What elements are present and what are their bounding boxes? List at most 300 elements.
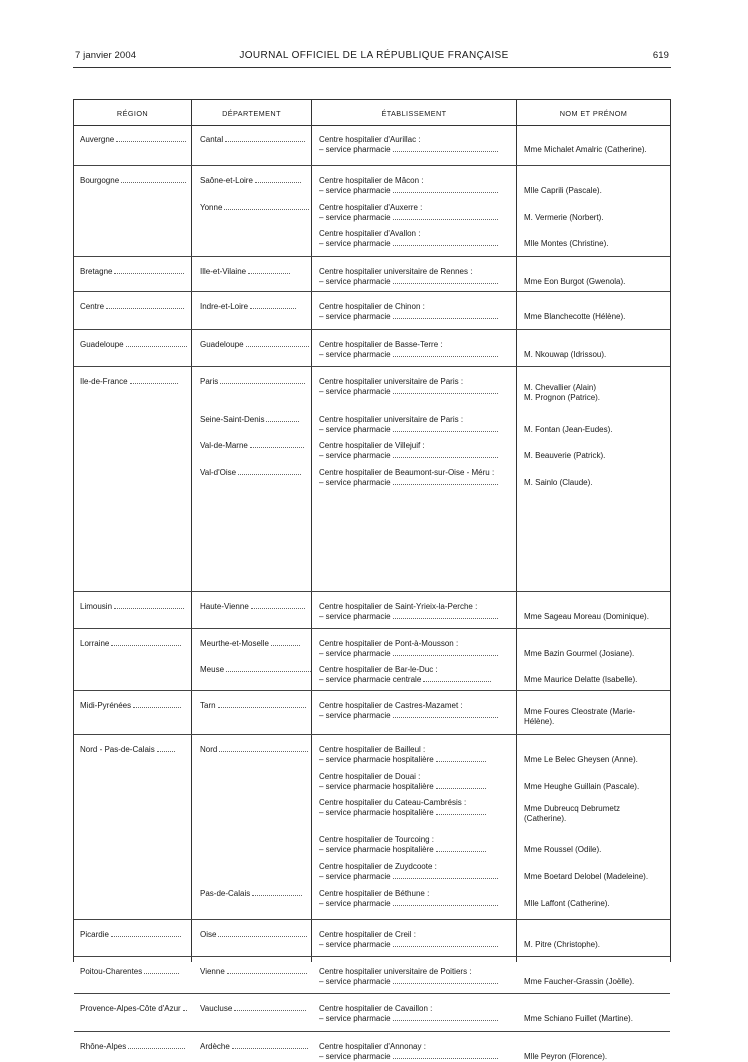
leader-dots xyxy=(116,135,186,142)
region-label: Guadeloupe xyxy=(80,340,124,349)
leader-dots xyxy=(133,701,181,708)
region-label: Poitou-Charentes xyxy=(80,967,143,976)
leader-dots xyxy=(224,203,309,210)
nom-label: M. Fontan (Jean-Eudes). xyxy=(524,425,613,434)
nom-label-continued: M. Prognon (Patrice). xyxy=(524,393,601,402)
nom-label: Mme Schiano Fuillet (Martine). xyxy=(524,1014,633,1023)
service-label: – service pharmacie xyxy=(319,478,391,487)
departement-label: Val-de-Marne xyxy=(200,441,248,450)
table-row xyxy=(74,165,670,257)
service-label: – service pharmacie xyxy=(319,451,391,460)
departement-cell xyxy=(200,340,309,350)
departement-cell xyxy=(200,441,304,451)
etablissement-name: Centre hospitalier universitaire de Poitiers : xyxy=(319,967,472,976)
region-cell xyxy=(80,267,184,277)
departement-cell xyxy=(200,889,302,899)
departement-label: Vienne xyxy=(200,967,225,976)
region-label: Lorraine xyxy=(80,639,110,648)
region-label: Rhône-Alpes xyxy=(80,1042,127,1051)
departement-label: Saône-et-Loire xyxy=(200,176,253,185)
etablissement-name: Centre hospitalier de Bar-le-Duc : xyxy=(319,665,438,674)
leader-dots xyxy=(393,940,498,947)
leader-dots xyxy=(251,602,305,609)
region-cell xyxy=(80,602,184,612)
departement-cell xyxy=(200,377,305,387)
leader-dots xyxy=(393,977,498,984)
nom-cell xyxy=(524,213,604,223)
column-header-nom: NOM ET PRÉNOM xyxy=(559,109,628,118)
service-line xyxy=(319,899,498,909)
leader-dots xyxy=(232,1042,308,1049)
service-label: – service pharmacie xyxy=(319,277,391,286)
nom-cell xyxy=(524,425,612,435)
etablissement-name: Centre hospitalier universitaire de Paris : xyxy=(319,415,464,424)
etablissement-cell xyxy=(319,930,498,950)
nom-cell xyxy=(524,977,634,987)
nom-label: M. Vermerie (Norbert). xyxy=(524,213,604,222)
table-row xyxy=(74,919,670,957)
departement-cell xyxy=(200,602,305,612)
appointments-table xyxy=(73,99,671,1061)
table-row xyxy=(74,366,670,592)
service-line xyxy=(319,808,486,818)
departement-label: Pas-de-Calais xyxy=(200,889,251,898)
nom-label: Mme Faucher-Grassin (Joëlle). xyxy=(524,977,635,986)
table-row xyxy=(74,993,670,1032)
service-line xyxy=(319,145,498,155)
table-row xyxy=(74,329,670,367)
table-row xyxy=(74,690,670,735)
departement-label: Ille-et-Vilaine xyxy=(200,267,247,276)
nom-label: Mme Eon Burgot (Gwenola). xyxy=(524,277,626,286)
etablissement-name: Centre hospitalier universitaire de Paris : xyxy=(319,377,464,386)
leader-dots xyxy=(183,1004,187,1011)
departement-cell xyxy=(200,701,306,711)
etablissement-name: Centre hospitalier de Mâcon : xyxy=(319,176,424,185)
departement-label: Haute-Vienne xyxy=(200,602,249,611)
leader-dots xyxy=(393,312,498,319)
service-line xyxy=(319,872,498,882)
service-line xyxy=(319,845,486,855)
etablissement-name: Centre hospitalier de Tourcoing : xyxy=(319,835,435,844)
region-cell xyxy=(80,701,181,711)
service-line xyxy=(319,277,498,287)
nom-cell xyxy=(524,940,600,950)
leader-dots xyxy=(436,755,487,762)
leader-dots xyxy=(436,808,487,815)
region-label: Centre xyxy=(80,302,105,311)
departement-label: Nord xyxy=(200,745,218,754)
departement-label: Val-d'Oise xyxy=(200,468,237,477)
nom-label: Mme Bazin Gourmel (Josiane). xyxy=(524,649,635,658)
leader-dots xyxy=(234,1004,306,1011)
region-cell xyxy=(80,967,179,977)
region-cell xyxy=(80,1004,187,1014)
departement-cell xyxy=(200,967,307,977)
nom-cell xyxy=(524,804,620,824)
etablissement-name: Centre hospitalier de Bailleul : xyxy=(319,745,426,754)
nom-cell xyxy=(524,675,637,685)
service-label: – service pharmacie hospitalière xyxy=(319,782,434,791)
etablissement-name: Centre hospitalier de Basse-Terre : xyxy=(319,340,443,349)
nom-cell xyxy=(524,145,647,155)
service-line xyxy=(319,425,498,435)
leader-dots xyxy=(393,872,498,879)
nom-label: Mme Michalet Amalric (Catherine). xyxy=(524,145,647,154)
nom-cell xyxy=(524,239,608,249)
etablissement-cell xyxy=(319,835,486,855)
etablissement-cell xyxy=(319,302,498,322)
service-label: – service pharmacie xyxy=(319,649,391,658)
service-label: – service pharmacie xyxy=(319,711,391,720)
etablissement-cell xyxy=(319,602,498,622)
page-date: 7 janvier 2004 xyxy=(75,50,137,61)
nom-label: Mme Heughe Guillain (Pascale). xyxy=(524,782,640,791)
region-label: Bretagne xyxy=(80,267,113,276)
service-label: – service pharmacie xyxy=(319,940,391,949)
table-row xyxy=(74,734,670,920)
region-cell xyxy=(80,176,186,186)
departement-label: Indre-et-Loire xyxy=(200,302,249,311)
nom-cell xyxy=(524,899,610,909)
nom-cell xyxy=(524,277,625,287)
departement-label: Cantal xyxy=(200,135,224,144)
leader-dots xyxy=(111,930,181,937)
etablissement-cell xyxy=(319,701,498,721)
leader-dots xyxy=(121,176,186,183)
etablissement-cell xyxy=(319,798,486,818)
departement-cell xyxy=(200,302,296,312)
nom-label: M. Sainlo (Claude). xyxy=(524,478,593,487)
region-label: Midi-Pyrénées xyxy=(80,701,132,710)
region-cell xyxy=(80,377,178,387)
etablissement-name: Centre hospitalier de Cavaillon : xyxy=(319,1004,433,1013)
etablissement-cell xyxy=(319,468,498,488)
leader-dots xyxy=(423,675,490,682)
departement-label: Paris xyxy=(200,377,219,386)
service-label: – service pharmacie xyxy=(319,899,391,908)
nom-label: Mme Sageau Moreau (Dominique). xyxy=(524,612,649,621)
departement-cell xyxy=(200,665,311,675)
leader-dots xyxy=(255,176,301,183)
leader-dots xyxy=(393,239,498,246)
departement-label: Meurthe-et-Moselle xyxy=(200,639,269,648)
service-label: – service pharmacie xyxy=(319,1052,391,1061)
region-label: Limousin xyxy=(80,602,113,611)
nom-label: Mme Foures Cleostrate (Marie- xyxy=(524,707,636,716)
nom-cell xyxy=(524,782,639,792)
leader-dots xyxy=(393,612,498,619)
leader-dots xyxy=(393,387,498,394)
nom-cell xyxy=(524,312,625,322)
nom-label: M. Pitre (Christophe). xyxy=(524,940,601,949)
etablissement-name: Centre hospitalier de Pont-à-Mousson : xyxy=(319,639,459,648)
leader-dots xyxy=(393,649,498,656)
region-cell xyxy=(80,930,181,940)
etablissement-name: Centre hospitalier de Douai : xyxy=(319,772,421,781)
service-line xyxy=(319,350,498,360)
etablissement-cell xyxy=(319,135,498,155)
table-row xyxy=(74,291,670,330)
leader-dots xyxy=(106,302,184,309)
service-line xyxy=(319,213,498,223)
leader-dots xyxy=(128,1042,185,1049)
etablissement-name: Centre hospitalier universitaire de Rennes : xyxy=(319,267,473,276)
leader-dots xyxy=(250,441,304,448)
service-label: – service pharmacie hospitalière xyxy=(319,845,434,854)
leader-dots xyxy=(218,930,307,937)
region-cell xyxy=(80,135,186,145)
etablissement-name: Centre hospitalier du Cateau-Cambrésis : xyxy=(319,798,467,807)
service-label: – service pharmacie xyxy=(319,350,391,359)
departement-label: Meuse xyxy=(200,665,225,674)
service-label: – service pharmacie xyxy=(319,1014,391,1023)
table-row xyxy=(74,628,670,691)
departement-cell xyxy=(200,468,301,478)
table-row xyxy=(74,956,670,994)
etablissement-name: Centre hospitalier d'Auxerre : xyxy=(319,203,423,212)
etablissement-cell xyxy=(319,267,498,287)
leader-dots xyxy=(227,967,307,974)
etablissement-name: Centre hospitalier de Saint-Yrieix-la-Perche : xyxy=(319,602,478,611)
leader-dots xyxy=(219,745,308,752)
etablissement-name: Centre hospitalier de Castres-Mazamet : xyxy=(319,701,463,710)
service-label: – service pharmacie hospitalière xyxy=(319,808,434,817)
etablissement-cell xyxy=(319,665,491,685)
nom-cell xyxy=(524,649,634,659)
departement-cell xyxy=(200,1042,308,1052)
nom-label: Mme Roussel (Odile). xyxy=(524,845,602,854)
region-label: Ile-de-France xyxy=(80,377,128,386)
etablissement-cell xyxy=(319,967,498,987)
region-label: Nord - Pas-de-Calais xyxy=(80,745,155,754)
etablissement-name: Centre hospitalier d'Annonay : xyxy=(319,1042,426,1051)
nom-cell xyxy=(524,383,600,403)
region-cell xyxy=(80,639,181,649)
leader-dots xyxy=(226,665,311,672)
leader-dots xyxy=(393,1052,498,1059)
table-row xyxy=(74,125,670,165)
leader-dots xyxy=(393,425,498,432)
leader-dots xyxy=(220,377,305,384)
column-header-etablissement: ÉTABLISSEMENT xyxy=(381,109,447,118)
service-label: – service pharmacie hospitalière xyxy=(319,755,434,764)
table-row xyxy=(74,1031,670,1061)
nom-cell xyxy=(524,350,606,360)
nom-label: Mme Boetard Delobel (Madeleine). xyxy=(524,872,649,881)
etablissement-name: Centre hospitalier d'Avallon : xyxy=(319,229,421,238)
departement-cell xyxy=(200,176,301,186)
service-label: – service pharmacie xyxy=(319,145,391,154)
service-label: – service pharmacie xyxy=(319,612,391,621)
etablissement-cell xyxy=(319,340,498,360)
etablissement-name: Centre hospitalier de Chinon : xyxy=(319,302,425,311)
nom-label-continued: (Catherine). xyxy=(524,814,567,823)
etablissement-cell xyxy=(319,203,498,223)
etablissement-name: Centre hospitalier de Villejuif : xyxy=(319,441,425,450)
service-label: – service pharmacie xyxy=(319,387,391,396)
service-line xyxy=(319,755,486,765)
nom-cell xyxy=(524,1014,633,1024)
service-label: – service pharmacie xyxy=(319,186,391,195)
etablissement-cell xyxy=(319,889,498,909)
service-label: – service pharmacie centrale xyxy=(319,675,422,684)
leader-dots xyxy=(393,186,498,193)
nom-label: M. Beauverie (Patrick). xyxy=(524,451,606,460)
departement-cell xyxy=(200,930,307,940)
etablissement-cell xyxy=(319,229,498,249)
nom-label: Mlle Peyron (Florence). xyxy=(524,1052,608,1061)
region-label: Bourgogne xyxy=(80,176,120,185)
column-header-departement: DÉPARTEMENT xyxy=(222,109,281,118)
departement-label: Ardèche xyxy=(200,1042,230,1051)
leader-dots xyxy=(393,478,498,485)
departement-label: Guadeloupe xyxy=(200,340,244,349)
etablissement-cell xyxy=(319,1042,498,1062)
service-line xyxy=(319,675,491,685)
region-label: Provence-Alpes-Côte d'Azur xyxy=(80,1004,181,1013)
table-row xyxy=(74,591,670,629)
etablissement-cell xyxy=(319,415,498,435)
nom-cell xyxy=(524,1052,607,1062)
leader-dots xyxy=(252,889,302,896)
leader-dots xyxy=(114,267,184,274)
leader-dots xyxy=(114,602,184,609)
service-label: – service pharmacie xyxy=(319,312,391,321)
leader-dots xyxy=(436,845,487,852)
nom-label-continued: Hélène). xyxy=(524,717,555,726)
service-line xyxy=(319,1052,498,1062)
leader-dots xyxy=(248,267,290,274)
service-line xyxy=(319,186,498,196)
service-line xyxy=(319,312,498,322)
service-line xyxy=(319,478,498,488)
nom-cell xyxy=(524,872,648,882)
departement-label: Vaucluse xyxy=(200,1004,233,1013)
leader-dots xyxy=(271,639,300,646)
departement-cell xyxy=(200,745,308,755)
region-cell xyxy=(80,745,175,755)
service-label: – service pharmacie xyxy=(319,425,391,434)
nom-cell xyxy=(524,451,605,461)
nom-label: Mme Blanchecotte (Hélène). xyxy=(524,312,626,321)
nom-label: M. Nkouwap (Idrissou). xyxy=(524,350,607,359)
table-header xyxy=(74,100,670,126)
leader-dots xyxy=(266,415,299,422)
etablissement-name: Centre hospitalier de Zuydcoote : xyxy=(319,862,437,871)
nom-label: Mme Le Belec Gheysen (Anne). xyxy=(524,755,638,764)
service-label: – service pharmacie xyxy=(319,213,391,222)
etablissement-name: Centre hospitalier d'Aurillac : xyxy=(319,135,421,144)
departement-cell xyxy=(200,135,305,145)
service-line xyxy=(319,782,486,792)
departement-cell xyxy=(200,203,309,213)
service-line xyxy=(319,387,498,397)
leader-dots xyxy=(393,277,498,284)
nom-label: Mlle Laffont (Catherine). xyxy=(524,899,610,908)
region-cell xyxy=(80,340,187,350)
departement-label: Seine-Saint-Denis xyxy=(200,415,265,424)
header-rule xyxy=(73,67,671,68)
departement-cell xyxy=(200,639,300,649)
service-line xyxy=(319,239,498,249)
leader-dots xyxy=(111,639,181,646)
leader-dots xyxy=(393,213,498,220)
nom-label: M. Chevallier (Alain) xyxy=(524,383,597,392)
nom-cell xyxy=(524,707,635,727)
nom-label: Mlle Caprili (Pascale). xyxy=(524,186,602,195)
etablissement-name: Centre hospitalier de Creil : xyxy=(319,930,416,939)
departement-label: Tarn xyxy=(200,701,216,710)
leader-dots xyxy=(225,135,305,142)
leader-dots xyxy=(393,1014,498,1021)
etablissement-cell xyxy=(319,1004,498,1024)
nom-label: Mme Dubreucq Debrumetz xyxy=(524,804,621,813)
leader-dots xyxy=(250,302,296,309)
etablissement-cell xyxy=(319,176,498,196)
etablissement-name: Centre hospitalier de Beaumont-sur-Oise - Méru : xyxy=(319,468,495,477)
etablissement-cell xyxy=(319,772,486,792)
departement-label: Yonne xyxy=(200,203,223,212)
nom-label: Mme Maurice Delatte (Isabelle). xyxy=(524,675,638,684)
etablissement-cell xyxy=(319,639,498,659)
region-cell xyxy=(80,1042,185,1052)
leader-dots xyxy=(393,899,498,906)
leader-dots xyxy=(393,145,498,152)
service-label: – service pharmacie xyxy=(319,977,391,986)
service-line xyxy=(319,612,498,622)
departement-cell xyxy=(200,267,290,277)
service-label: – service pharmacie xyxy=(319,239,391,248)
nom-cell xyxy=(524,612,649,622)
leader-dots xyxy=(126,340,187,347)
leader-dots xyxy=(238,468,301,475)
leader-dots xyxy=(393,350,498,357)
service-line xyxy=(319,940,498,950)
etablissement-name: Centre hospitalier de Béthune : xyxy=(319,889,430,898)
nom-cell xyxy=(524,845,601,855)
departement-label: Oise xyxy=(200,930,217,939)
leader-dots xyxy=(130,377,178,384)
departement-cell xyxy=(200,415,299,425)
departement-cell xyxy=(200,1004,306,1014)
leader-dots xyxy=(436,782,487,789)
nom-label: Mlle Montes (Christine). xyxy=(524,239,609,248)
nom-cell xyxy=(524,755,638,765)
page-number: 619 xyxy=(652,50,669,61)
leader-dots xyxy=(157,745,175,752)
nom-cell xyxy=(524,478,592,488)
nom-cell xyxy=(524,186,602,196)
region-cell xyxy=(80,302,184,312)
etablissement-cell xyxy=(319,745,486,765)
table-row xyxy=(74,256,670,292)
region-label: Picardie xyxy=(80,930,109,939)
service-line xyxy=(319,451,498,461)
etablissement-cell xyxy=(319,377,498,397)
leader-dots xyxy=(393,711,498,718)
leader-dots xyxy=(218,701,307,708)
leader-dots xyxy=(246,340,309,347)
service-line xyxy=(319,711,498,721)
leader-dots xyxy=(144,967,179,974)
service-line xyxy=(319,977,498,987)
region-label: Auvergne xyxy=(80,135,115,144)
etablissement-cell xyxy=(319,441,498,461)
service-label: – service pharmacie xyxy=(319,872,391,881)
column-header-region: RÉGION xyxy=(116,109,149,118)
journal-title: JOURNAL OFFICIEL DE LA RÉPUBLIQUE FRANÇAISE xyxy=(239,50,509,61)
